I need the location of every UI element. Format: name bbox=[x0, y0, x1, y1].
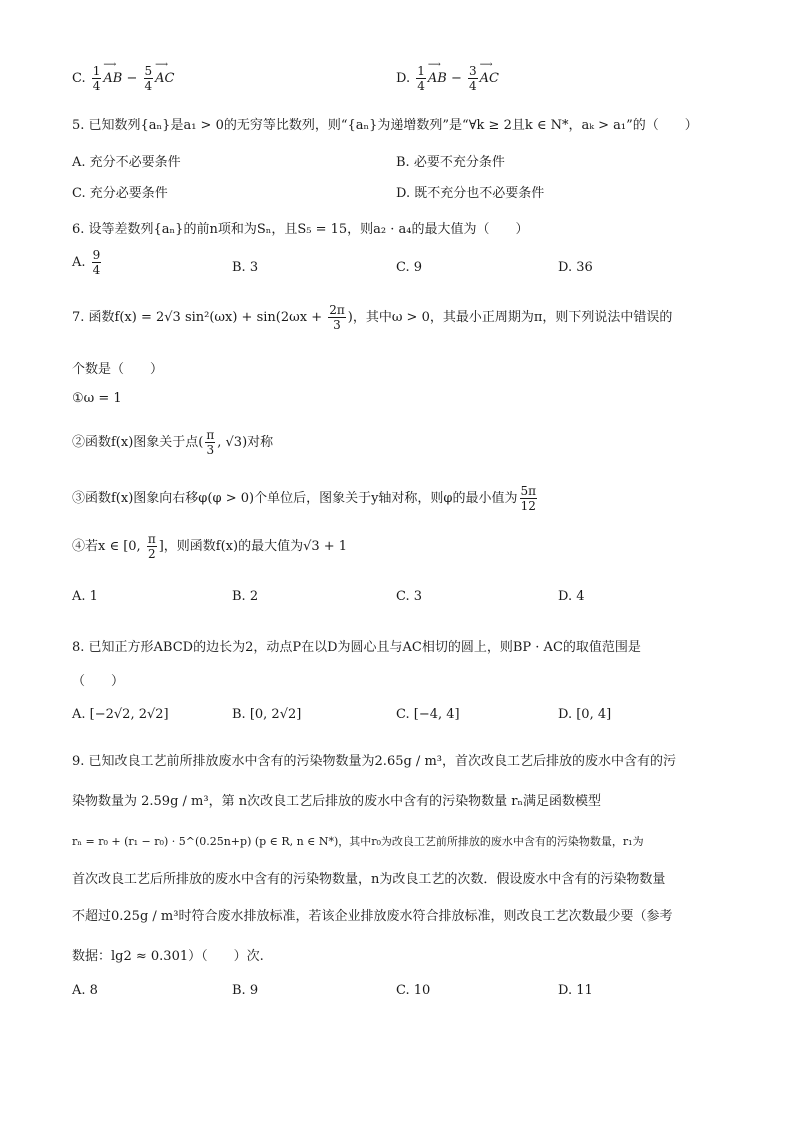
q6-option-b[interactable]: B. 3 bbox=[232, 260, 259, 275]
q9-line-1: 9. 已知改良工艺前所排放废水中含有的污染物数量为2.65g / m³，首次改良工艺后排放的废水中含有的污 bbox=[72, 754, 676, 769]
q5-stem: 5. 已知数列{aₙ}是a₁ > 0的无穷等比数列，则“{aₙ}为递增数列”是“∀k ≥ 2且k ∈ N*，aₖ > a₁”的（ ） bbox=[72, 118, 698, 133]
q7-option-b[interactable]: B. 2 bbox=[232, 589, 259, 604]
q6-option-d[interactable]: D. 36 bbox=[558, 260, 593, 275]
q5-option-c[interactable]: C. 充分必要条件 bbox=[72, 186, 168, 201]
vector-ab: ⟶ AB bbox=[428, 71, 447, 86]
vector-ac: ⟶ AC bbox=[155, 71, 174, 86]
q9-option-a[interactable]: A. 8 bbox=[72, 983, 98, 998]
q8-stem-line2: （ ） bbox=[72, 674, 125, 689]
q9-option-b[interactable]: B. 9 bbox=[232, 983, 259, 998]
q7-statement-3: ③函数f(x)图象向右移φ(φ > 0)个单位后，图象关于y轴对称，则φ的最小值为 $\frac{5\pi}{12}$ bbox=[72, 484, 537, 513]
q9-line-3: rₙ = r₀ + (r₁ − r₀) · 5^(0.25n+p) (p ∈ R, n ∈ N*)，其中r₀为改良工艺前所排放的废水中含有的污染物数量，r₁为 bbox=[72, 835, 644, 848]
q7-statement-4: ④若x ∈ [0, $\frac{\pi}{2}$ ]，则函数f(x)的最大值为√3 + 1 bbox=[72, 532, 348, 561]
q4-option-d-label: D. bbox=[396, 71, 411, 86]
fraction: $\frac{9}{4}$ bbox=[92, 248, 101, 277]
fraction: $\frac{5\pi}{12}$ bbox=[520, 484, 537, 513]
q4-option-c[interactable]: C. $\frac{1}{4}$ ⟶ AB − $\frac{5}{4}$ ⟶ AC bbox=[72, 64, 175, 93]
q4-option-d[interactable]: D. $\frac{1}{4}$ ⟶ AB − $\frac{3}{4}$ ⟶ AC bbox=[396, 64, 499, 93]
q7-option-d[interactable]: D. 4 bbox=[558, 589, 585, 604]
q9-option-c[interactable]: C. 10 bbox=[396, 983, 431, 998]
q6-stem: 6. 设等差数列{aₙ}的前n项和为Sₙ，且S₅ = 15，则a₂ · a₄的最大值为（ ） bbox=[72, 222, 529, 237]
q7-option-a[interactable]: A. 1 bbox=[72, 589, 98, 604]
fraction: $\frac{\pi}{2}$ bbox=[147, 532, 156, 561]
q6-option-a-label: A. bbox=[72, 255, 86, 270]
q7-statement-2: ②函数f(x)图象关于点( $\frac{\pi}{3}$ , √3)对称 bbox=[72, 428, 274, 457]
q8-option-c[interactable]: C. [−4, 4] bbox=[396, 707, 460, 722]
q5-option-b[interactable]: B. 必要不充分条件 bbox=[396, 155, 505, 170]
q9-line-2: 染物数量为 2.59g / m³，第 n次改良工艺后排放的废水中含有的污染物数量 rₙ满足函数模型 bbox=[72, 794, 602, 809]
fraction: $\frac{3}{4}$ bbox=[469, 64, 477, 93]
q4-option-c-label: C. bbox=[72, 71, 86, 86]
q7-stem-line1: 7. 函数f(x) = 2√3 sin²(ωx) + sin(2ωx + $\frac{2\pi}{3}$ )，其中ω > 0，其最小正周期为π，则下列说法中错误的 bbox=[72, 303, 673, 332]
fraction: $\frac{5}{4}$ bbox=[144, 64, 153, 93]
q8-stem-line1: 8. 已知正方形ABCD的边长为2，动点P在以D为圆心且与AC相切的圆上，则BP · AC的取值范围是 bbox=[72, 640, 641, 655]
q9-line-5: 不超过0.25g / m³时符合废水排放标准，若该企业排放废水符合排放标准，则改良工艺次数最少要（参考 bbox=[72, 909, 673, 924]
q6-option-c[interactable]: C. 9 bbox=[396, 260, 423, 275]
q7-statement-1: ①ω = 1 bbox=[72, 391, 122, 406]
q5-option-a[interactable]: A. 充分不必要条件 bbox=[72, 155, 181, 170]
vector-ac: ⟶ AC bbox=[480, 71, 499, 86]
q8-option-a[interactable]: A. [−2√2, 2√2] bbox=[72, 707, 169, 722]
q9-line-6: 数据：lg2 ≈ 0.301）（ ）次. bbox=[72, 949, 264, 964]
q9-line-4: 首次改良工艺后所排放的废水中含有的污染物数量，n为改良工艺的次数．假设废水中含有的污染物数量 bbox=[72, 872, 666, 887]
fraction: $\frac{1}{4}$ bbox=[417, 64, 425, 93]
vector-ab: ⟶ AB bbox=[103, 71, 122, 86]
q9-option-d[interactable]: D. 11 bbox=[558, 983, 593, 998]
fraction: $\frac{2\pi}{3}$ bbox=[329, 303, 345, 332]
q7-stem-line2: 个数是（ ） bbox=[72, 362, 164, 377]
q7-option-c[interactable]: C. 3 bbox=[396, 589, 423, 604]
q5-option-d[interactable]: D. 既不充分也不必要条件 bbox=[396, 186, 545, 201]
fraction: $\frac{1}{4}$ bbox=[92, 64, 101, 93]
q8-option-b[interactable]: B. [0, 2√2] bbox=[232, 707, 302, 722]
q8-option-d[interactable]: D. [0, 4] bbox=[558, 707, 612, 722]
fraction: $\frac{\pi}{3}$ bbox=[206, 428, 215, 457]
q6-option-a[interactable] bbox=[72, 248, 103, 277]
